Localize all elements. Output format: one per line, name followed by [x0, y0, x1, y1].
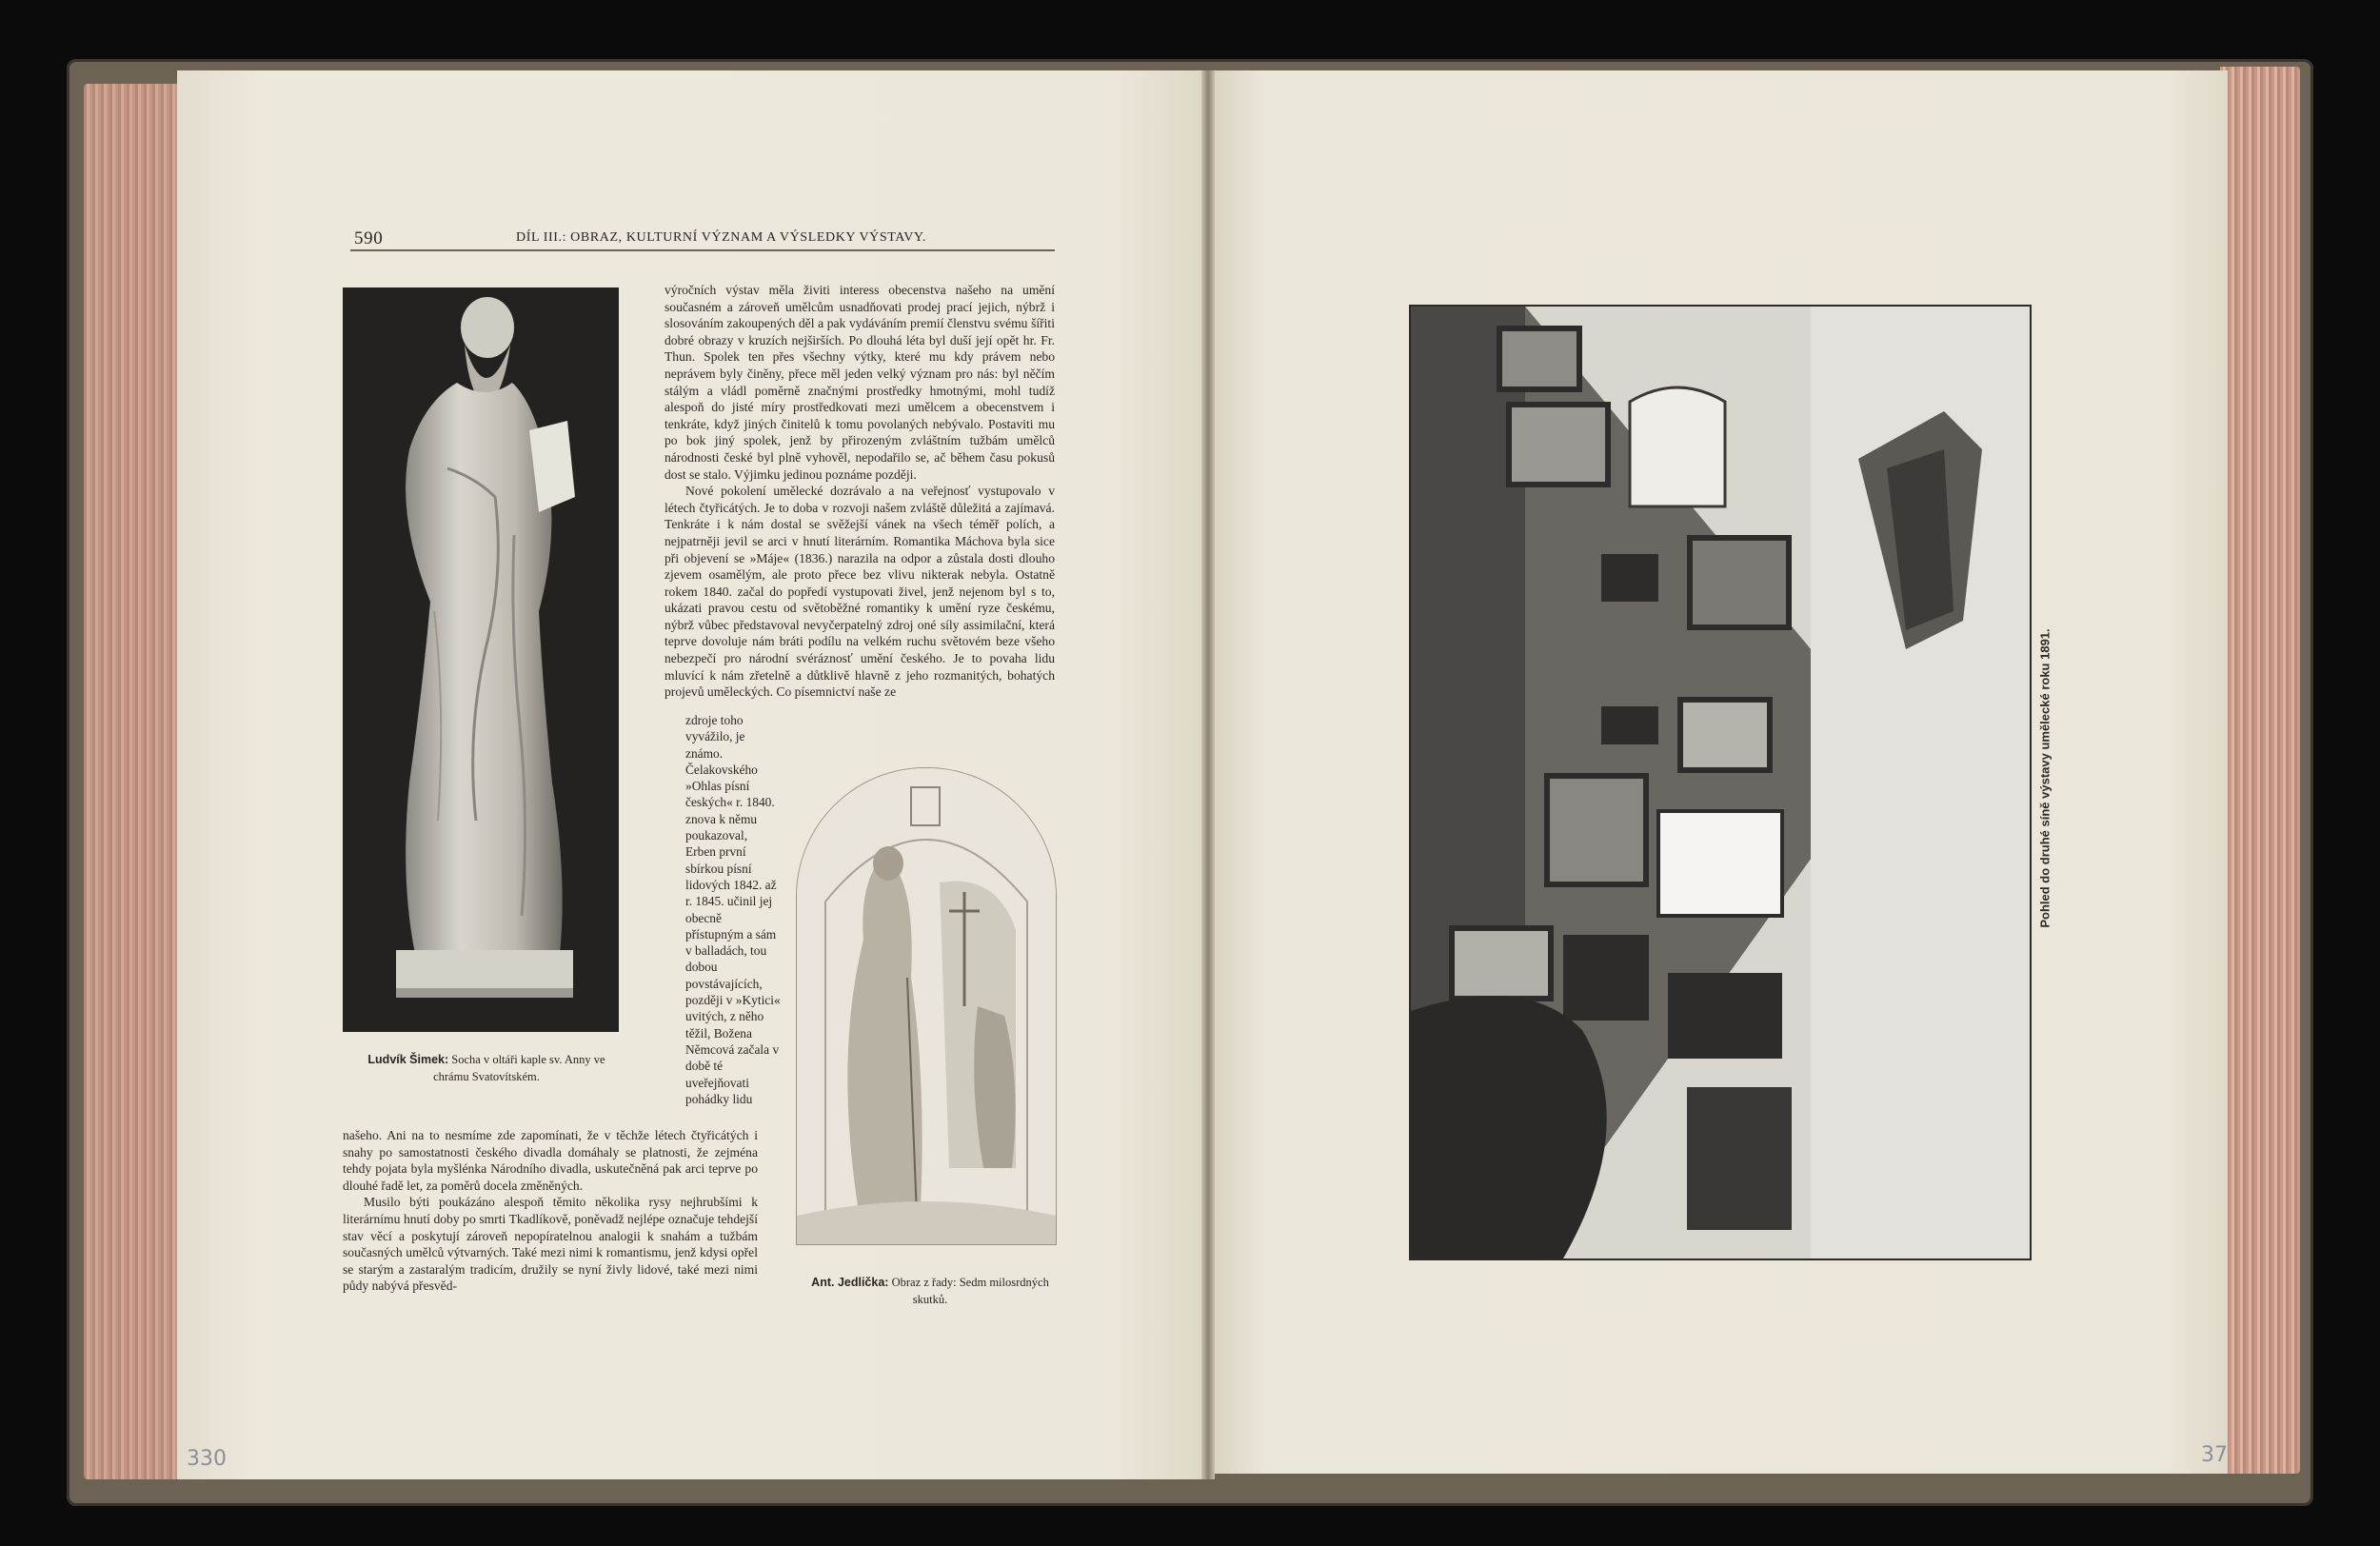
- running-head: [350, 227, 1055, 251]
- paragraph: Nové pokolení umělecké dozrávalo a na veřejnosť vystupovalo v létech čtyřicátých. Je to doba v rozvoji našem zvláště důležitá a zajímavá. Tenkráte i k nám dostal se svěžejší vánek na všech téměř polích, a nejpatrněji jevil se arci v hnutí literárním. Romantika Máchova byla sice při objevení se »Máje« (1836.) narazila na odpor a zůstala dosti dlouho zjevem osamělým, ale proto přece bez vlivu nikterak nebyla. Ostatně rokem 1840. začal do popředí vystupovati živel, jenž nejenom byl s to, ukázati pravou cestu od světoběžné romantiky k umění ryze českému, nýbrž vůbec představoval nevyčerpatelný zdroj oné síly assimilační, která teprve dovoluje nám bráti podílu na velkém ruchu světovém beze všeho nebezpečí pro národní svéráznosť umění českého. Je to povaha lidu mluvící k nám zřetelně a důtklivě hlavně z jeho rozmanitých, bohatých projevů uměleckých. Co písemnictví naše ze: [664, 484, 1055, 700]
- pencil-mark-left: 330: [187, 1447, 227, 1471]
- text-block-bottom: [343, 1127, 758, 1295]
- paragraph: výročních výstav měla živiti interess obecenstva našeho na umění současném a zároveň umělcům usnadňovati prodej prací jejich, nýbrž i slosováním zakoupených děl a pak vydáváním premií členstvu svému šířiti dobré obrazy v kruzích nejširších. Po dlouhá léta byl duší její opět hr. Fr. Thun. Spolek ten přes všechny výtky, které mu kdy právem nebo neprávem byly činěny, přece měl jeden velký význam pro nás: byl něčím stálým a vládl poměrně značnými prostředky hmotnými, mohl tudíž alespoň do jisté míry prostředkovati mezi umělcem a obecenstvem i tenkráte, když jiných činitelů k tomu povolaných nebývalo. Postaviti mu po bok jiný spolek, jenž by přirozeným zvláštním tužbám umělců národnosti české byl plně vyhověl, nepodařilo se, ač během času pokusů dost se stalo. Výjimku jedinou poznáme později.: [664, 283, 1055, 482]
- engraving-monk-painting: [796, 767, 1057, 1245]
- side-caption: [2026, 628, 2064, 942]
- page-edges-right: [2220, 67, 2300, 1474]
- statue-caption: [358, 1051, 615, 1085]
- statue-caption-author: Ludvík Šimek:: [367, 1053, 449, 1066]
- page-edges-left: [84, 84, 181, 1479]
- paragraph: našeho. Ani na to nesmíme zde zapomínati, že v těchže létech čtyřicátých i snahy po samostatnosti českého divadla domáhaly se platnosti, že zejména tehdy pojata byla myšlénka Národního divadla, uskutečněná pak arci teprve po dlouhé řadě let, za poměrů docela změněných.: [343, 1128, 758, 1193]
- pencil-mark-right: 37: [2201, 1443, 2228, 1467]
- statue-caption-text: Socha v oltáři kaple sv. Anny ve chrámu Svatovítském.: [433, 1053, 605, 1083]
- side-caption-text: Pohled do druhé síně výstavy umělecké roku 1891.: [2037, 628, 2053, 928]
- paragraph: zdroje toho vyvážilo, je známo. Čelakovského »Ohlas písní českých« r. 1840. znova k němu poukazoval, Erben první sbírkou písní lidových 1842. až r. 1845. učinil jej obecně přístupným a sám v balladách, tou dobou povstávajících, později v »Kytici« uvitých, z něho těžil, Božena Němcová začala v době té uveřejňovati pohádky lidu: [685, 713, 781, 1106]
- exhibition-hall-photograph: [1409, 305, 2032, 1260]
- engraving-caption-author: Ant. Jedlička:: [811, 1276, 889, 1289]
- text-block-top: [664, 282, 1055, 701]
- paragraph: Musilo býti poukázáno alespoň těmito několika rysy nejhrubšími k literárnímu hnutí doby po smrti Tkadlíkově, poněvadž nejlépe označuje tehdejší stav věcí a poskytují zároveň nepopíratelnou analogii k snahám a tužbám současných umělců výtvarných. Také mezi nimi k romantismu, jenž kdysi opřel se starým a zastaralým tradicím, družily se nyní živly lidové, také mezi nimi půdy nabývá přesvěd-: [343, 1195, 758, 1294]
- engraving-caption-text: Obraz z řady: Sedm milosrdných skutků.: [891, 1276, 1049, 1306]
- text-narrow-column: [685, 712, 781, 1107]
- book-gutter: [1201, 70, 1215, 1479]
- engraving-caption: [796, 1274, 1064, 1308]
- page-number: 590: [354, 228, 384, 248]
- statue-photograph: [343, 287, 619, 1032]
- running-title: DÍL III.: OBRAZ, KULTURNÍ VÝZNAM A VÝSLEDKY VÝSTAVY.: [516, 230, 926, 245]
